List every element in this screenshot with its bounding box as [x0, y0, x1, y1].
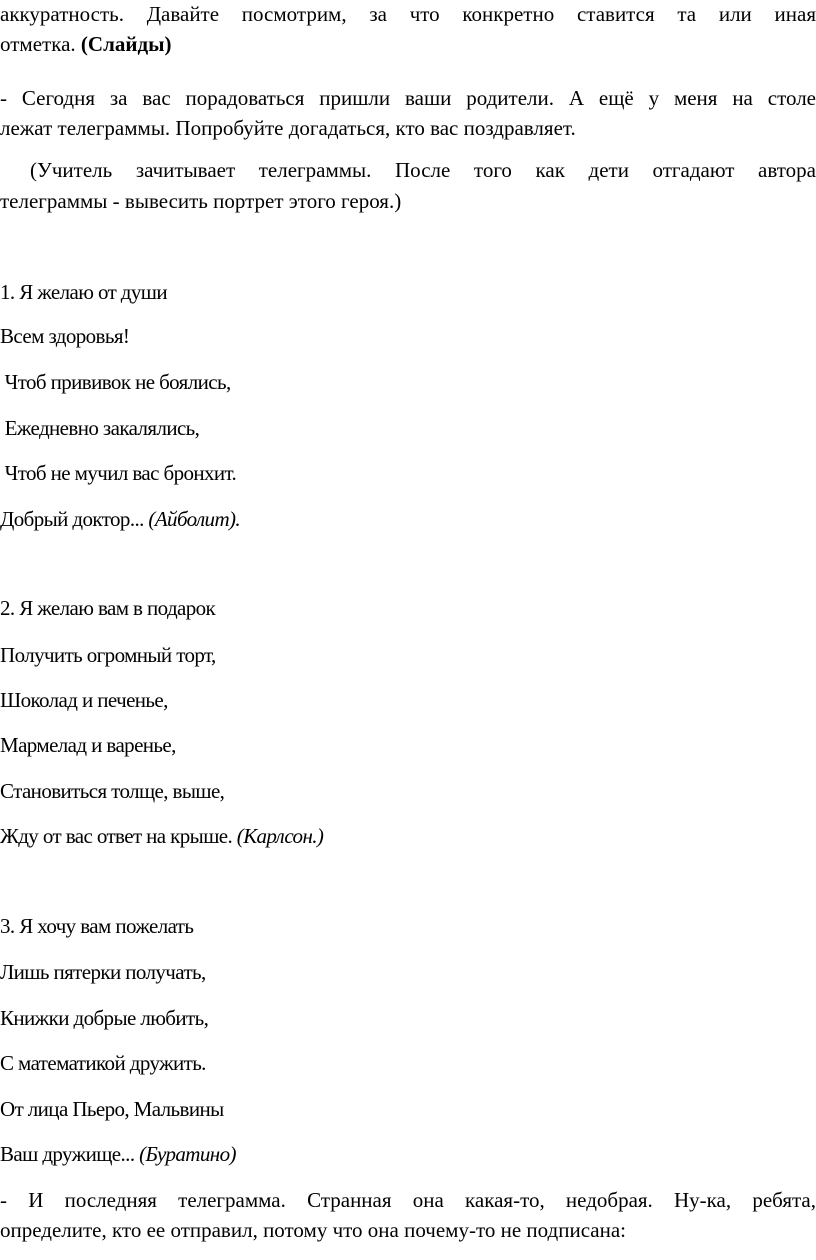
parents-line-1: - Сегодня за вас порадоваться пришли ваши родители. А ещё у меня на столе	[0, 86, 816, 110]
telegram-3-line-4: С математикой дружить.	[0, 1051, 206, 1075]
slides-note: (Слайды)	[80, 32, 172, 56]
telegram-2-line-5: Становиться толще, выше,	[0, 779, 225, 803]
telegram-2-signoff	[0, 822, 323, 850]
closing-line-1: - И последняя телеграмма. Странная она какая-то, недобрая. Ну-ка, ребята,	[0, 1188, 816, 1212]
telegram-3-signoff	[0, 1140, 236, 1168]
telegram-1-answer: (Айболит).	[148, 507, 241, 531]
telegram-2-answer: (Карлсон.)	[236, 824, 324, 848]
telegram-1-signoff	[0, 505, 240, 533]
telegram-3-answer: (Буратино)	[139, 1142, 236, 1166]
telegram-3-line-1: 3. Я хочу вам пожелать	[0, 914, 194, 938]
intro-line-1: аккуратность. Давайте посмотрим, за что конкретно ставится та или иная	[0, 2, 816, 26]
telegram-3-signoff-text: Ваш дружище...	[0, 1142, 140, 1166]
telegram-1-line-3: Чтоб прививок не боялись,	[0, 370, 231, 394]
telegram-1-line-1: 1. Я желаю от души	[0, 280, 167, 304]
instruction-line-1: (Учитель зачитывает телеграммы. После того как дети отгадают автора	[30, 158, 816, 182]
telegram-1-line-2: Всем здоровья!	[0, 324, 130, 348]
intro-line-2	[0, 30, 171, 58]
telegram-2-line-3: Шоколад и печенье,	[0, 688, 168, 712]
parents-line-2: лежат телеграммы. Попробуйте догадаться, кто вас поздравляет.	[0, 116, 576, 140]
telegram-1-line-5: Чтоб не мучил вас бронхит.	[0, 461, 237, 485]
telegram-2-signoff-text: Жду от вас ответ на крыше.	[0, 824, 237, 848]
intro-line-2-text: отметка.	[0, 32, 81, 56]
telegram-1-signoff-text: Добрый доктор...	[0, 507, 149, 531]
telegram-3-line-2: Лишь пятерки получать,	[0, 960, 206, 984]
telegram-2-line-1: 2. Я желаю вам в подарок	[0, 596, 216, 620]
telegram-3-line-5: От лица Пьеро, Мальвины	[0, 1097, 224, 1121]
telegram-2-line-4: Мармелад и варенье,	[0, 733, 176, 757]
telegram-1-line-4: Ежедневно закалялись,	[0, 416, 200, 440]
telegram-3-line-3: Книжки добрые любить,	[0, 1006, 209, 1030]
closing-line-2: определите, кто ее отправил, потому что она почему-то не подписана:	[0, 1218, 626, 1242]
telegram-2-line-2: Получить огромный торт,	[0, 643, 216, 667]
instruction-line-2: телеграммы - вывесить портрет этого героя.)	[0, 189, 402, 213]
